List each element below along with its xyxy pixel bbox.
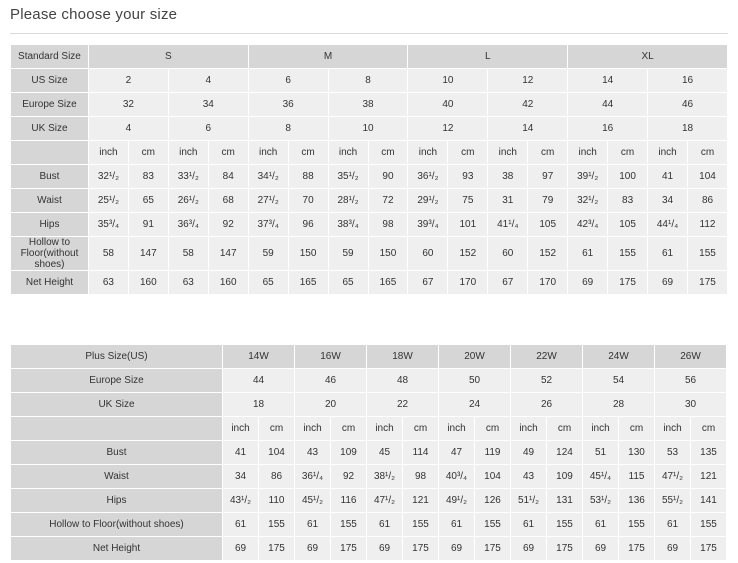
table-cell: 2 [88,69,168,93]
row-label: Waist [11,465,223,489]
table-cell: 24 [439,393,511,417]
table-cell: 59 [328,237,368,271]
unit-row-label [11,417,223,441]
row-label: US Size [11,69,89,93]
table-cell: 34 [648,189,688,213]
page-title: Please choose your size [10,6,178,23]
table-cell: 97 [528,165,568,189]
table-cell: 36³/₄ [168,213,208,237]
unit-header-cell: cm [403,417,439,441]
table-cell: 53¹/₂ [583,489,619,513]
table-cell: 61 [439,513,475,537]
unit-header-cell: inch [488,141,528,165]
table-cell: 109 [331,441,367,465]
unit-header-cell: inch [648,141,688,165]
table-row [11,513,727,537]
row-label: Bust [11,165,89,189]
table-row [11,141,728,165]
table-cell: 42³/₄ [568,213,608,237]
table-cell: 152 [448,237,488,271]
unit-header-cell: cm [368,141,408,165]
table-cell: 27¹/₂ [248,189,288,213]
table-cell: 170 [528,271,568,295]
table-cell: 53 [655,441,691,465]
unit-header-cell: cm [288,141,328,165]
table-row [11,393,727,417]
table-cell: 41 [223,441,259,465]
table-cell: 47¹/₂ [367,489,403,513]
table-cell: 175 [608,271,648,295]
table-cell: 155 [259,513,295,537]
row-label: Net Height [11,271,89,295]
unit-header-cell: cm [448,141,488,165]
table-cell: 70 [288,189,328,213]
table-cell: 79 [528,189,568,213]
table-cell: 61 [648,237,688,271]
table-cell: 69 [583,537,619,561]
table-cell: 44 [223,369,295,393]
table-cell: 36 [248,93,328,117]
table-cell: 155 [688,237,728,271]
table-cell: 60 [488,237,528,271]
unit-header-cell: inch [328,141,368,165]
table-cell: 65 [128,189,168,213]
table-cell: 147 [208,237,248,271]
unit-header-cell: cm [547,417,583,441]
table-cell: 4 [88,117,168,141]
table-cell: 61 [295,513,331,537]
table-cell: 83 [128,165,168,189]
table-cell: 104 [259,441,295,465]
table-cell: 69 [439,537,475,561]
size-group-header: 18W [367,345,439,369]
table-cell: 46 [295,369,367,393]
table-cell: 86 [259,465,295,489]
table-cell: 54 [583,369,655,393]
unit-header-cell: inch [248,141,288,165]
table-cell: 115 [619,465,655,489]
unit-header-cell: inch [439,417,475,441]
size-group-header: S [88,45,248,69]
table-cell: 83 [608,189,648,213]
table-cell: 93 [448,165,488,189]
table-cell: 155 [475,513,511,537]
table-cell: 84 [208,165,248,189]
table-row [11,537,727,561]
unit-header-cell: cm [691,417,727,441]
table-cell: 29¹/₂ [408,189,448,213]
unit-header-cell: inch [168,141,208,165]
row-label: Waist [11,189,89,213]
size-group-header: M [248,45,408,69]
table-cell: 155 [547,513,583,537]
table-cell: 56 [655,369,727,393]
unit-header-cell: inch [511,417,547,441]
table-cell: 69 [295,537,331,561]
table-cell: 50 [439,369,511,393]
table-cell: 38 [488,165,528,189]
table-row [11,369,727,393]
table-cell: 92 [331,465,367,489]
table-cell: 61 [568,237,608,271]
row-label: Bust [11,441,223,465]
column-header-label: Standard Size [11,45,89,69]
table-row [11,117,728,141]
table-cell: 6 [248,69,328,93]
table-cell: 175 [403,537,439,561]
table-cell: 38¹/₂ [367,465,403,489]
table-cell: 38³/₄ [328,213,368,237]
table-cell: 65 [328,271,368,295]
table-cell: 26 [511,393,583,417]
table-cell: 61 [367,513,403,537]
table-cell: 60 [408,237,448,271]
table-cell: 59 [248,237,288,271]
row-label: Hips [11,213,89,237]
table-cell: 88 [288,165,328,189]
table-row [11,93,728,117]
table-cell: 51¹/₂ [511,489,547,513]
unit-header-cell: cm [619,417,655,441]
table-cell: 28 [583,393,655,417]
table-cell: 42 [488,93,568,117]
size-group-header: 24W [583,345,655,369]
table-cell: 25¹/₂ [88,189,128,213]
table-cell: 121 [691,465,727,489]
unit-header-cell: cm [528,141,568,165]
table-cell: 165 [288,271,328,295]
table-cell: 63 [168,271,208,295]
table-cell: 165 [368,271,408,295]
table-row [11,417,727,441]
table-cell: 10 [328,117,408,141]
table-cell: 160 [208,271,248,295]
table-cell: 110 [259,489,295,513]
table-cell: 45¹/₄ [583,465,619,489]
table-cell: 51 [583,441,619,465]
table-cell: 49 [511,441,547,465]
table-row [11,271,728,295]
table-cell: 175 [619,537,655,561]
table-cell: 135 [691,441,727,465]
table-row [11,165,728,189]
table-cell: 35¹/₂ [328,165,368,189]
title-divider [10,33,728,34]
table-cell: 44 [568,93,648,117]
table-cell: 175 [259,537,295,561]
table-cell: 147 [128,237,168,271]
table-row [11,213,728,237]
table-row [11,189,728,213]
table-cell: 44¹/₄ [648,213,688,237]
unit-header-cell: inch [88,141,128,165]
table-cell: 36¹/₄ [295,465,331,489]
table-cell: 8 [248,117,328,141]
table-cell: 116 [331,489,367,513]
unit-header-cell: inch [367,417,403,441]
table-cell: 37³/₄ [248,213,288,237]
table-cell: 152 [528,237,568,271]
table-cell: 104 [688,165,728,189]
table-cell: 105 [608,213,648,237]
table-cell: 155 [608,237,648,271]
row-label: Hollow to Floor(without shoes) [11,237,89,271]
table-row [11,465,727,489]
table-cell: 69 [568,271,608,295]
size-group-header: XL [568,45,728,69]
table-cell: 4 [168,69,248,93]
row-label: Hips [11,489,223,513]
table-cell: 12 [408,117,488,141]
table-cell: 136 [619,489,655,513]
table-cell: 109 [547,465,583,489]
table-cell: 39¹/₂ [568,165,608,189]
table-cell: 31 [488,189,528,213]
size-group-header: 20W [439,345,511,369]
table-cell: 121 [403,489,439,513]
plus-size-table [10,344,727,561]
table-cell: 18 [648,117,728,141]
table-cell: 112 [688,213,728,237]
table-cell: 14 [488,117,568,141]
table-cell: 65 [248,271,288,295]
table-cell: 45 [367,441,403,465]
row-label: Hollow to Floor(without shoes) [11,513,223,537]
size-group-header: 26W [655,345,727,369]
table-cell: 69 [511,537,547,561]
table-cell: 175 [475,537,511,561]
table-cell: 141 [691,489,727,513]
table-cell: 49¹/₂ [439,489,475,513]
standard-size-table [10,44,728,295]
table-cell: 34 [223,465,259,489]
standard-size-table-wrapper [10,44,728,295]
table-cell: 41 [648,165,688,189]
table-cell: 98 [368,213,408,237]
table-cell: 175 [331,537,367,561]
table-cell: 92 [208,213,248,237]
table-cell: 55¹/₂ [655,489,691,513]
table-cell: 30 [655,393,727,417]
table-cell: 150 [368,237,408,271]
unit-header-cell: cm [331,417,367,441]
unit-row-label [11,141,89,165]
row-label: Europe Size [11,369,223,393]
table-cell: 20 [295,393,367,417]
table-cell: 47 [439,441,475,465]
table-cell: 69 [655,537,691,561]
unit-header-cell: cm [475,417,511,441]
table-cell: 75 [448,189,488,213]
table-cell: 61 [583,513,619,537]
table-cell: 36¹/₂ [408,165,448,189]
table-cell: 68 [208,189,248,213]
size-group-header: 14W [223,345,295,369]
table-cell: 150 [288,237,328,271]
table-cell: 130 [619,441,655,465]
table-cell: 10 [408,69,488,93]
table-cell: 18 [223,393,295,417]
table-cell: 43 [511,465,547,489]
table-cell: 69 [648,271,688,295]
table-row [11,237,728,271]
table-cell: 72 [368,189,408,213]
unit-header-cell: cm [608,141,648,165]
table-cell: 101 [448,213,488,237]
table-cell: 69 [223,537,259,561]
table-cell: 160 [128,271,168,295]
unit-header-cell: inch [568,141,608,165]
unit-header-cell: cm [208,141,248,165]
table-cell: 105 [528,213,568,237]
row-label: Europe Size [11,93,89,117]
table-cell: 35³/₄ [88,213,128,237]
table-cell: 58 [168,237,208,271]
table-cell: 32¹/₂ [88,165,128,189]
table-cell: 32¹/₂ [568,189,608,213]
row-label: UK Size [11,117,89,141]
column-header-label: Plus Size(US) [11,345,223,369]
table-cell: 32 [88,93,168,117]
table-cell: 6 [168,117,248,141]
table-cell: 155 [691,513,727,537]
table-cell: 14 [568,69,648,93]
table-cell: 100 [608,165,648,189]
table-cell: 175 [691,537,727,561]
table-row [11,441,727,465]
table-cell: 34¹/₂ [248,165,288,189]
plus-size-table-wrapper [10,344,728,561]
table-cell: 155 [331,513,367,537]
unit-header-cell: cm [259,417,295,441]
table-row [11,489,727,513]
table-cell: 175 [547,537,583,561]
table-cell: 61 [223,513,259,537]
table-cell: 155 [619,513,655,537]
table-cell: 38 [328,93,408,117]
table-cell: 90 [368,165,408,189]
table-cell: 67 [488,271,528,295]
table-cell: 114 [403,441,439,465]
table-cell: 98 [403,465,439,489]
table-cell: 126 [475,489,511,513]
table-cell: 124 [547,441,583,465]
table-cell: 61 [655,513,691,537]
table-row [11,69,728,93]
table-cell: 22 [367,393,439,417]
table-cell: 96 [288,213,328,237]
table-cell: 12 [488,69,568,93]
unit-header-cell: inch [223,417,259,441]
table-cell: 26¹/₂ [168,189,208,213]
table-cell: 39³/₄ [408,213,448,237]
table-cell: 46 [648,93,728,117]
table-cell: 104 [475,465,511,489]
table-cell: 86 [688,189,728,213]
table-cell: 33¹/₂ [168,165,208,189]
unit-header-cell: cm [128,141,168,165]
table-cell: 67 [408,271,448,295]
table-cell: 8 [328,69,408,93]
table-cell: 52 [511,369,583,393]
unit-header-cell: inch [295,417,331,441]
size-group-header: 22W [511,345,583,369]
table-row [11,345,727,369]
table-cell: 61 [511,513,547,537]
table-cell: 40³/₄ [439,465,475,489]
table-cell: 63 [88,271,128,295]
row-label: UK Size [11,393,223,417]
table-cell: 170 [448,271,488,295]
table-cell: 48 [367,369,439,393]
table-cell: 28¹/₂ [328,189,368,213]
size-group-header: L [408,45,568,69]
table-cell: 58 [88,237,128,271]
table-cell: 175 [688,271,728,295]
table-cell: 47¹/₂ [655,465,691,489]
unit-header-cell: inch [655,417,691,441]
table-cell: 40 [408,93,488,117]
table-cell: 41¹/₄ [488,213,528,237]
row-label: Net Height [11,537,223,561]
table-cell: 16 [568,117,648,141]
table-cell: 34 [168,93,248,117]
table-cell: 43¹/₂ [223,489,259,513]
table-cell: 155 [403,513,439,537]
table-cell: 69 [367,537,403,561]
size-group-header: 16W [295,345,367,369]
table-cell: 45¹/₂ [295,489,331,513]
table-cell: 131 [547,489,583,513]
unit-header-cell: cm [688,141,728,165]
table-cell: 43 [295,441,331,465]
table-cell: 119 [475,441,511,465]
unit-header-cell: inch [583,417,619,441]
table-row [11,45,728,69]
table-cell: 16 [648,69,728,93]
table-cell: 91 [128,213,168,237]
unit-header-cell: inch [408,141,448,165]
